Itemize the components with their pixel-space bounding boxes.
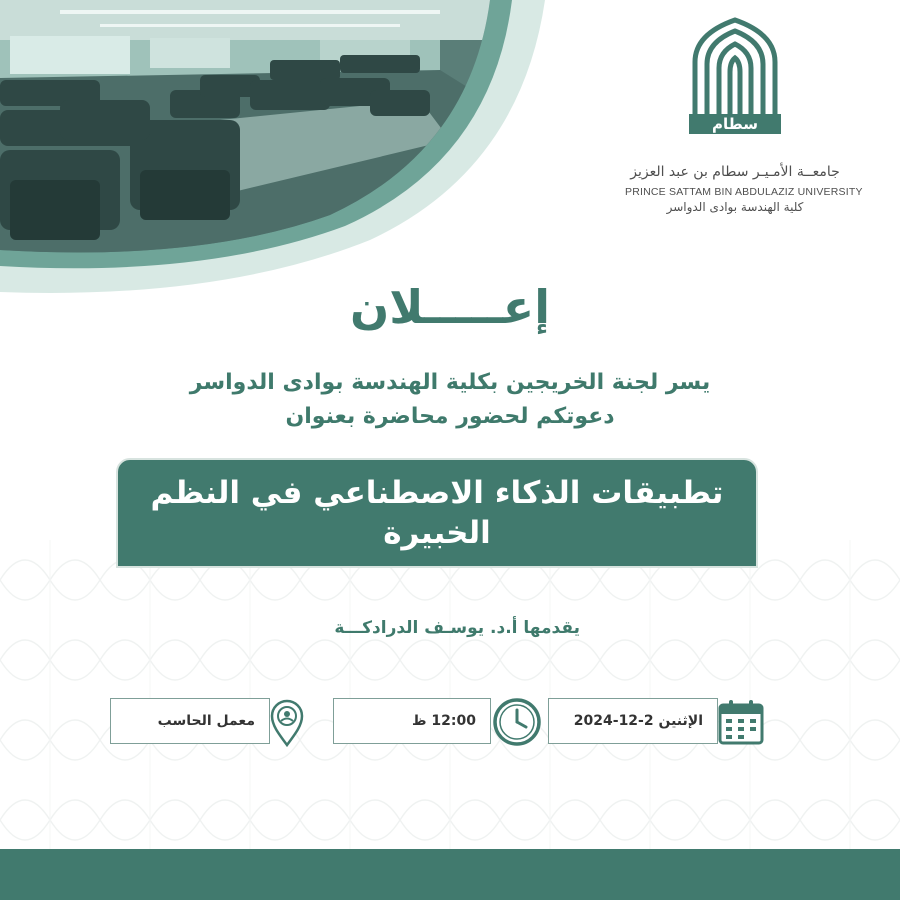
intro-line-1: يسر لجنة الخريجين بكلية الهندسة بوادى الدواسر	[189, 370, 711, 395]
lecture-title: تطبيقات الذكاء الاصطناعي في النظم الخبيرة	[150, 475, 724, 551]
announcement-heading: إعـــــلان	[350, 280, 550, 334]
svg-text:سطام: سطام	[712, 115, 758, 133]
presenter-line: يقدمها أ.د. يوسـف الدرادكـــة	[334, 618, 580, 638]
footer-bar	[0, 849, 900, 900]
date-box	[548, 698, 718, 744]
intro-line-2: دعوتكم لحضور محاضرة بعنوان	[285, 404, 615, 429]
university-logo	[625, 14, 863, 214]
place-box	[110, 698, 270, 744]
time-value: 12:00 ظ	[412, 713, 476, 729]
place-value: معمل الحاسب	[157, 713, 255, 729]
university-english-name: PRINCE SATTAM BIN ABDULAZIZ UNIVERSITY	[625, 186, 863, 198]
background-pattern	[0, 540, 900, 850]
time-box	[333, 698, 491, 744]
calendar-icon	[716, 697, 766, 747]
university-arch-emblem	[687, 14, 783, 134]
lecture-title-box	[116, 458, 758, 568]
date-value: الإثنين 2-12-2024	[573, 713, 703, 729]
clock-icon	[491, 696, 543, 748]
university-arabic-name: جامعــة الأمـيـر سطام بن عبد العزيز	[630, 164, 840, 180]
college-name: كلية الهندسة بوادى الدواسر	[666, 200, 804, 214]
location-pin-icon	[268, 697, 306, 749]
